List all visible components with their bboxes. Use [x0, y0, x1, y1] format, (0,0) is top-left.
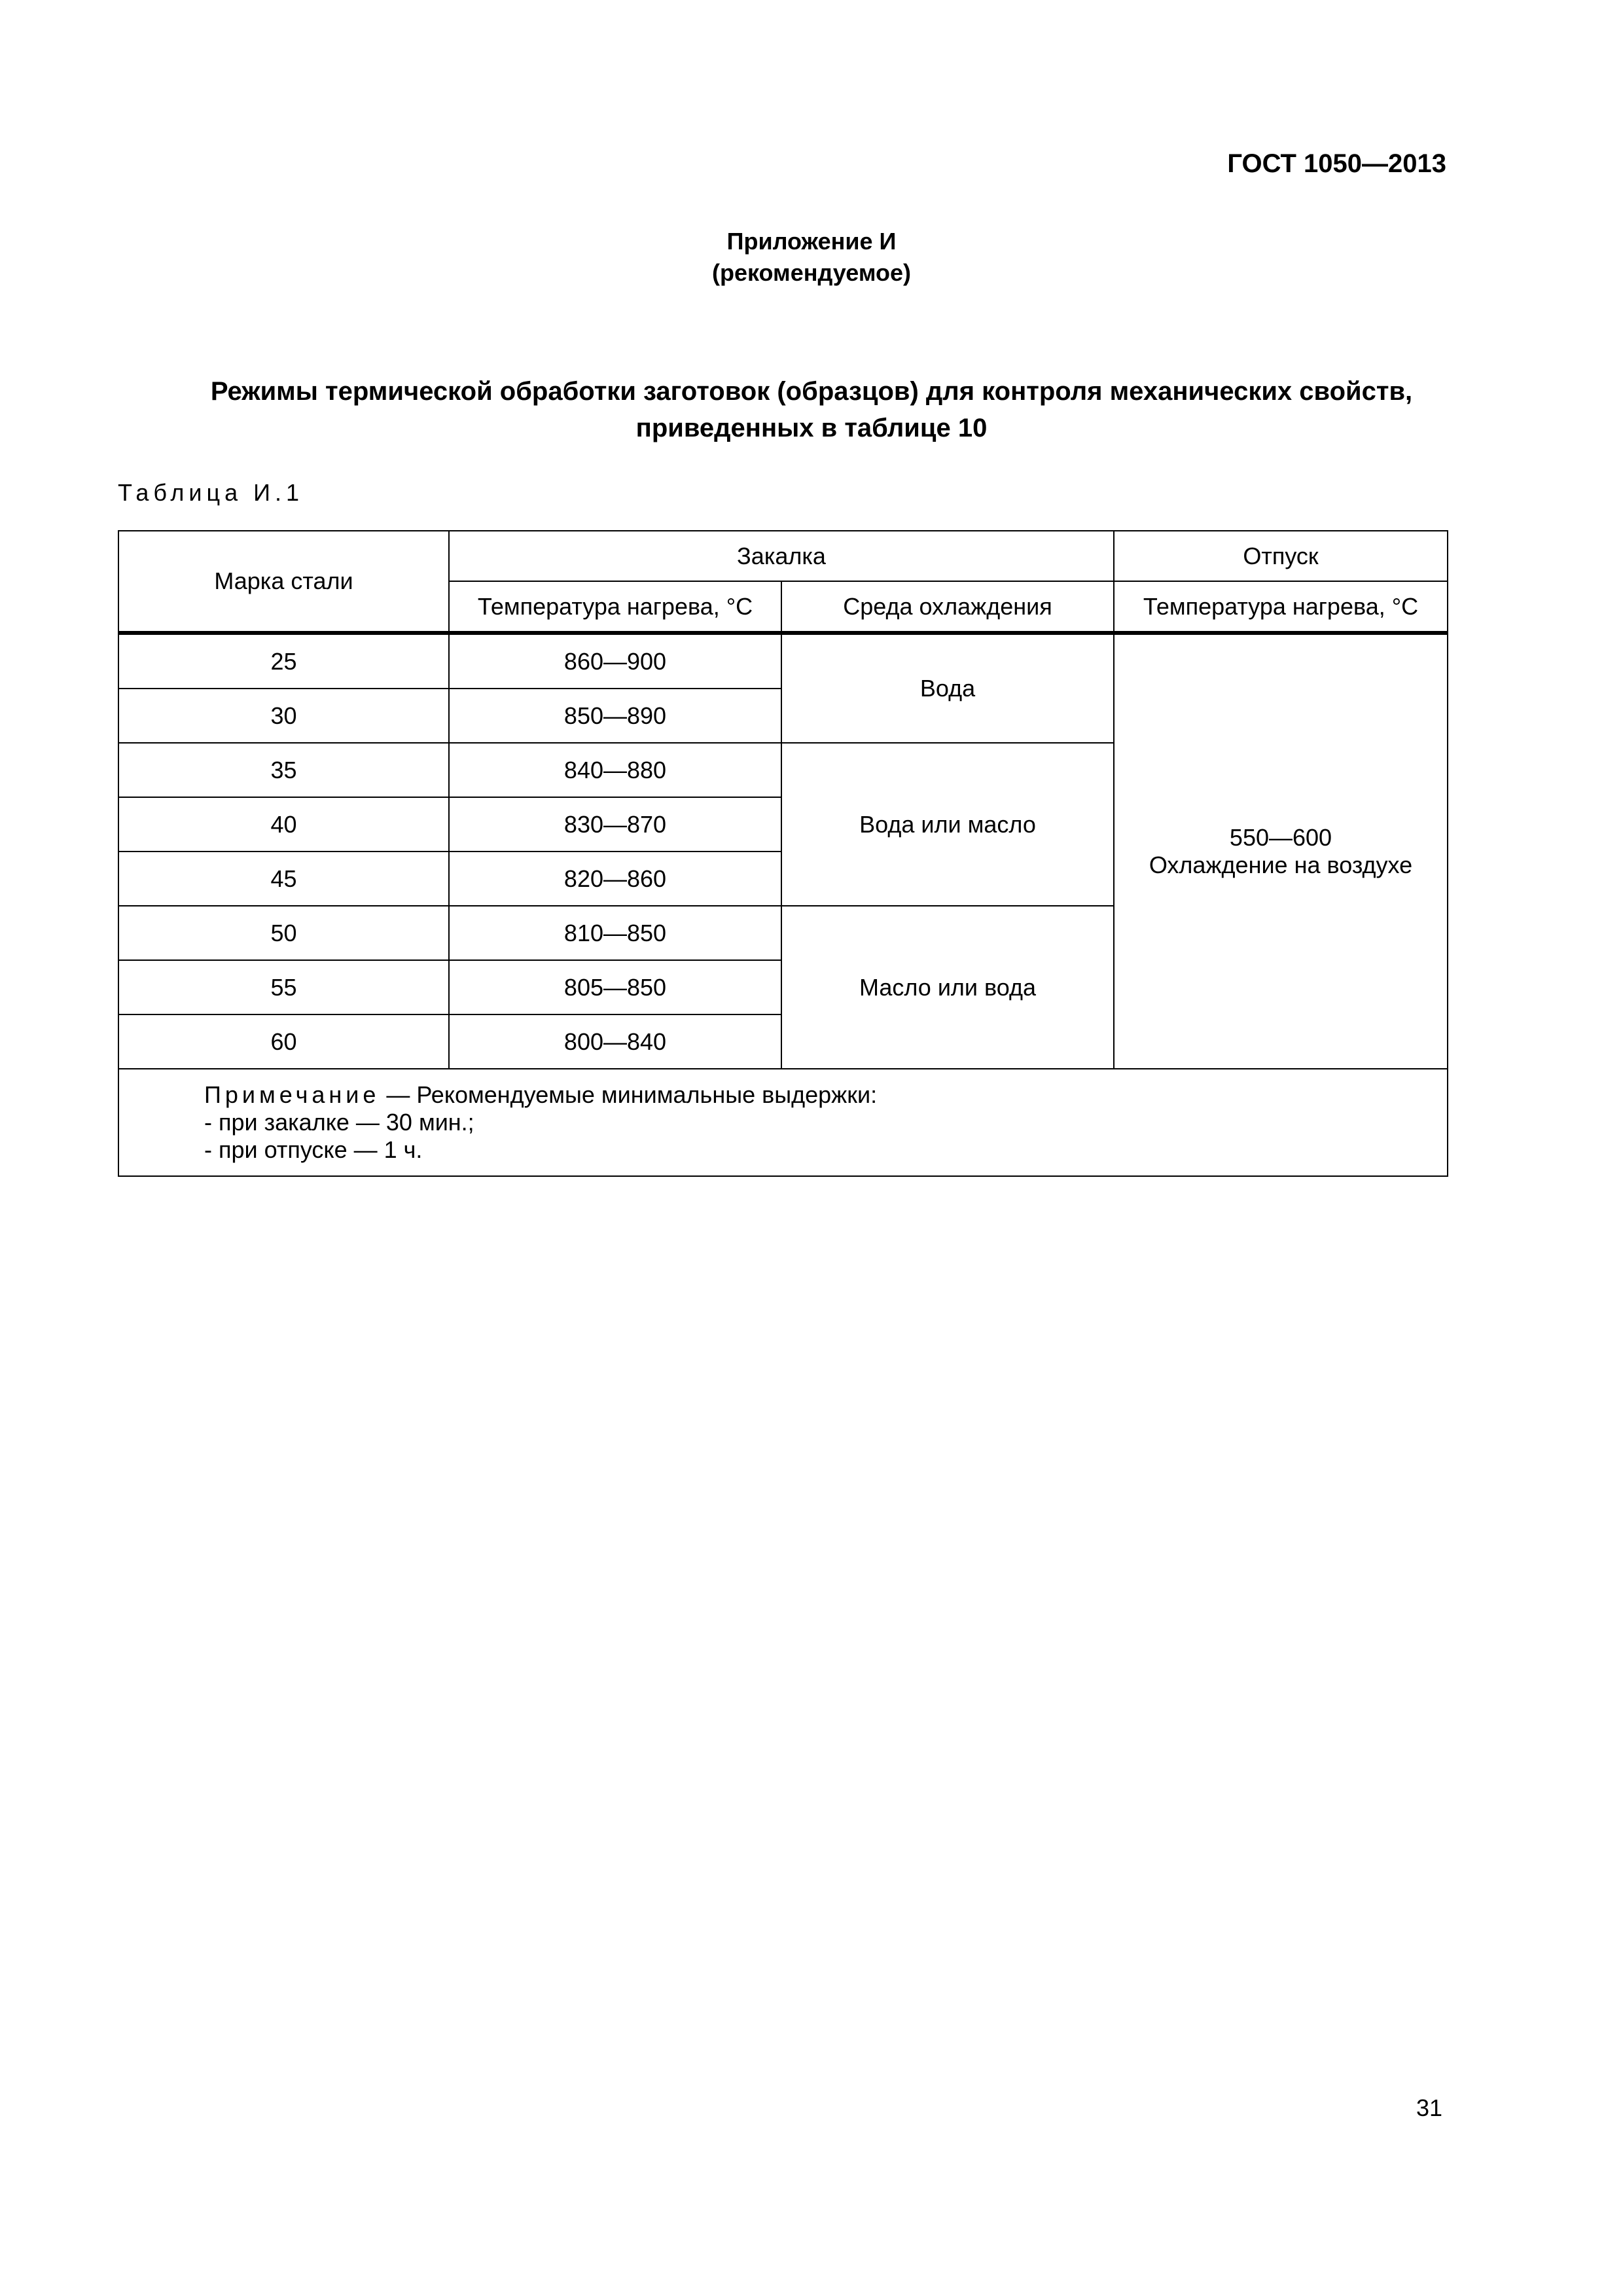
header-heat-temp-quenching: Температура нагрева, °С [449, 581, 781, 633]
steel-grade-cell: 60 [118, 1014, 449, 1069]
header-quenching: Закалка [449, 531, 1114, 581]
page-number: 31 [1416, 2094, 1442, 2121]
quench-temp-cell: 820—860 [449, 852, 781, 906]
cooling-medium-cell: Вода [781, 633, 1114, 743]
header-steel-grade: Марка стали [118, 531, 449, 633]
quench-temp-cell: 830—870 [449, 797, 781, 852]
note-text: — Рекомендуемые минимальные выдержки: [380, 1081, 878, 1108]
table-caption: Таблица И.1 [118, 479, 304, 506]
header-heat-temp-tempering: Температура нагрева, °С [1114, 581, 1448, 633]
steel-grade-cell: 25 [118, 633, 449, 689]
note-item: - при закалке — 30 мин.; [204, 1109, 474, 1136]
appendix-title: Приложение И [726, 228, 897, 255]
steel-grade-cell: 35 [118, 743, 449, 797]
steel-grade-cell: 30 [118, 689, 449, 743]
steel-grade-cell: 50 [118, 906, 449, 960]
quench-temp-cell: 800—840 [449, 1014, 781, 1069]
quench-temp-cell: 805—850 [449, 960, 781, 1014]
steel-grade-cell: 40 [118, 797, 449, 852]
tempering-cell [1114, 633, 1448, 1069]
header-row-1 [118, 531, 1448, 581]
table-row [118, 633, 1448, 689]
quench-temp-cell: 860—900 [449, 633, 781, 689]
tempering-temp: 550—600 [1229, 824, 1332, 851]
appendix-heading [0, 226, 1623, 289]
title-line-2: приведенных в таблице 10 [635, 414, 988, 442]
header-cooling-medium: Среда охлаждения [781, 581, 1114, 633]
header-tempering: Отпуск [1114, 531, 1448, 581]
note-row [118, 1069, 1448, 1176]
appendix-kind: (рекомендуемое) [712, 259, 911, 286]
steel-grade-cell: 55 [118, 960, 449, 1014]
note-line [204, 1081, 1447, 1109]
title-line-1: Режимы термической обработки заготовок (образцов) для контроля механических свойств, [210, 377, 1413, 406]
quench-temp-cell: 850—890 [449, 689, 781, 743]
document-title [0, 373, 1623, 446]
standard-code: ГОСТ 1050—2013 [1227, 149, 1446, 178]
quench-temp-cell: 840—880 [449, 743, 781, 797]
cooling-medium-cell: Вода или масло [781, 743, 1114, 906]
table-note [118, 1069, 1448, 1176]
steel-grade-cell: 45 [118, 852, 449, 906]
tempering-cooling: Охлаждение на воздухе [1149, 852, 1413, 878]
quench-temp-cell: 810—850 [449, 906, 781, 960]
note-item: - при отпуске — 1 ч. [204, 1136, 423, 1163]
note-label: Примечание [204, 1081, 380, 1108]
heat-treatment-table [118, 530, 1448, 1177]
cooling-medium-cell: Масло или вода [781, 906, 1114, 1069]
